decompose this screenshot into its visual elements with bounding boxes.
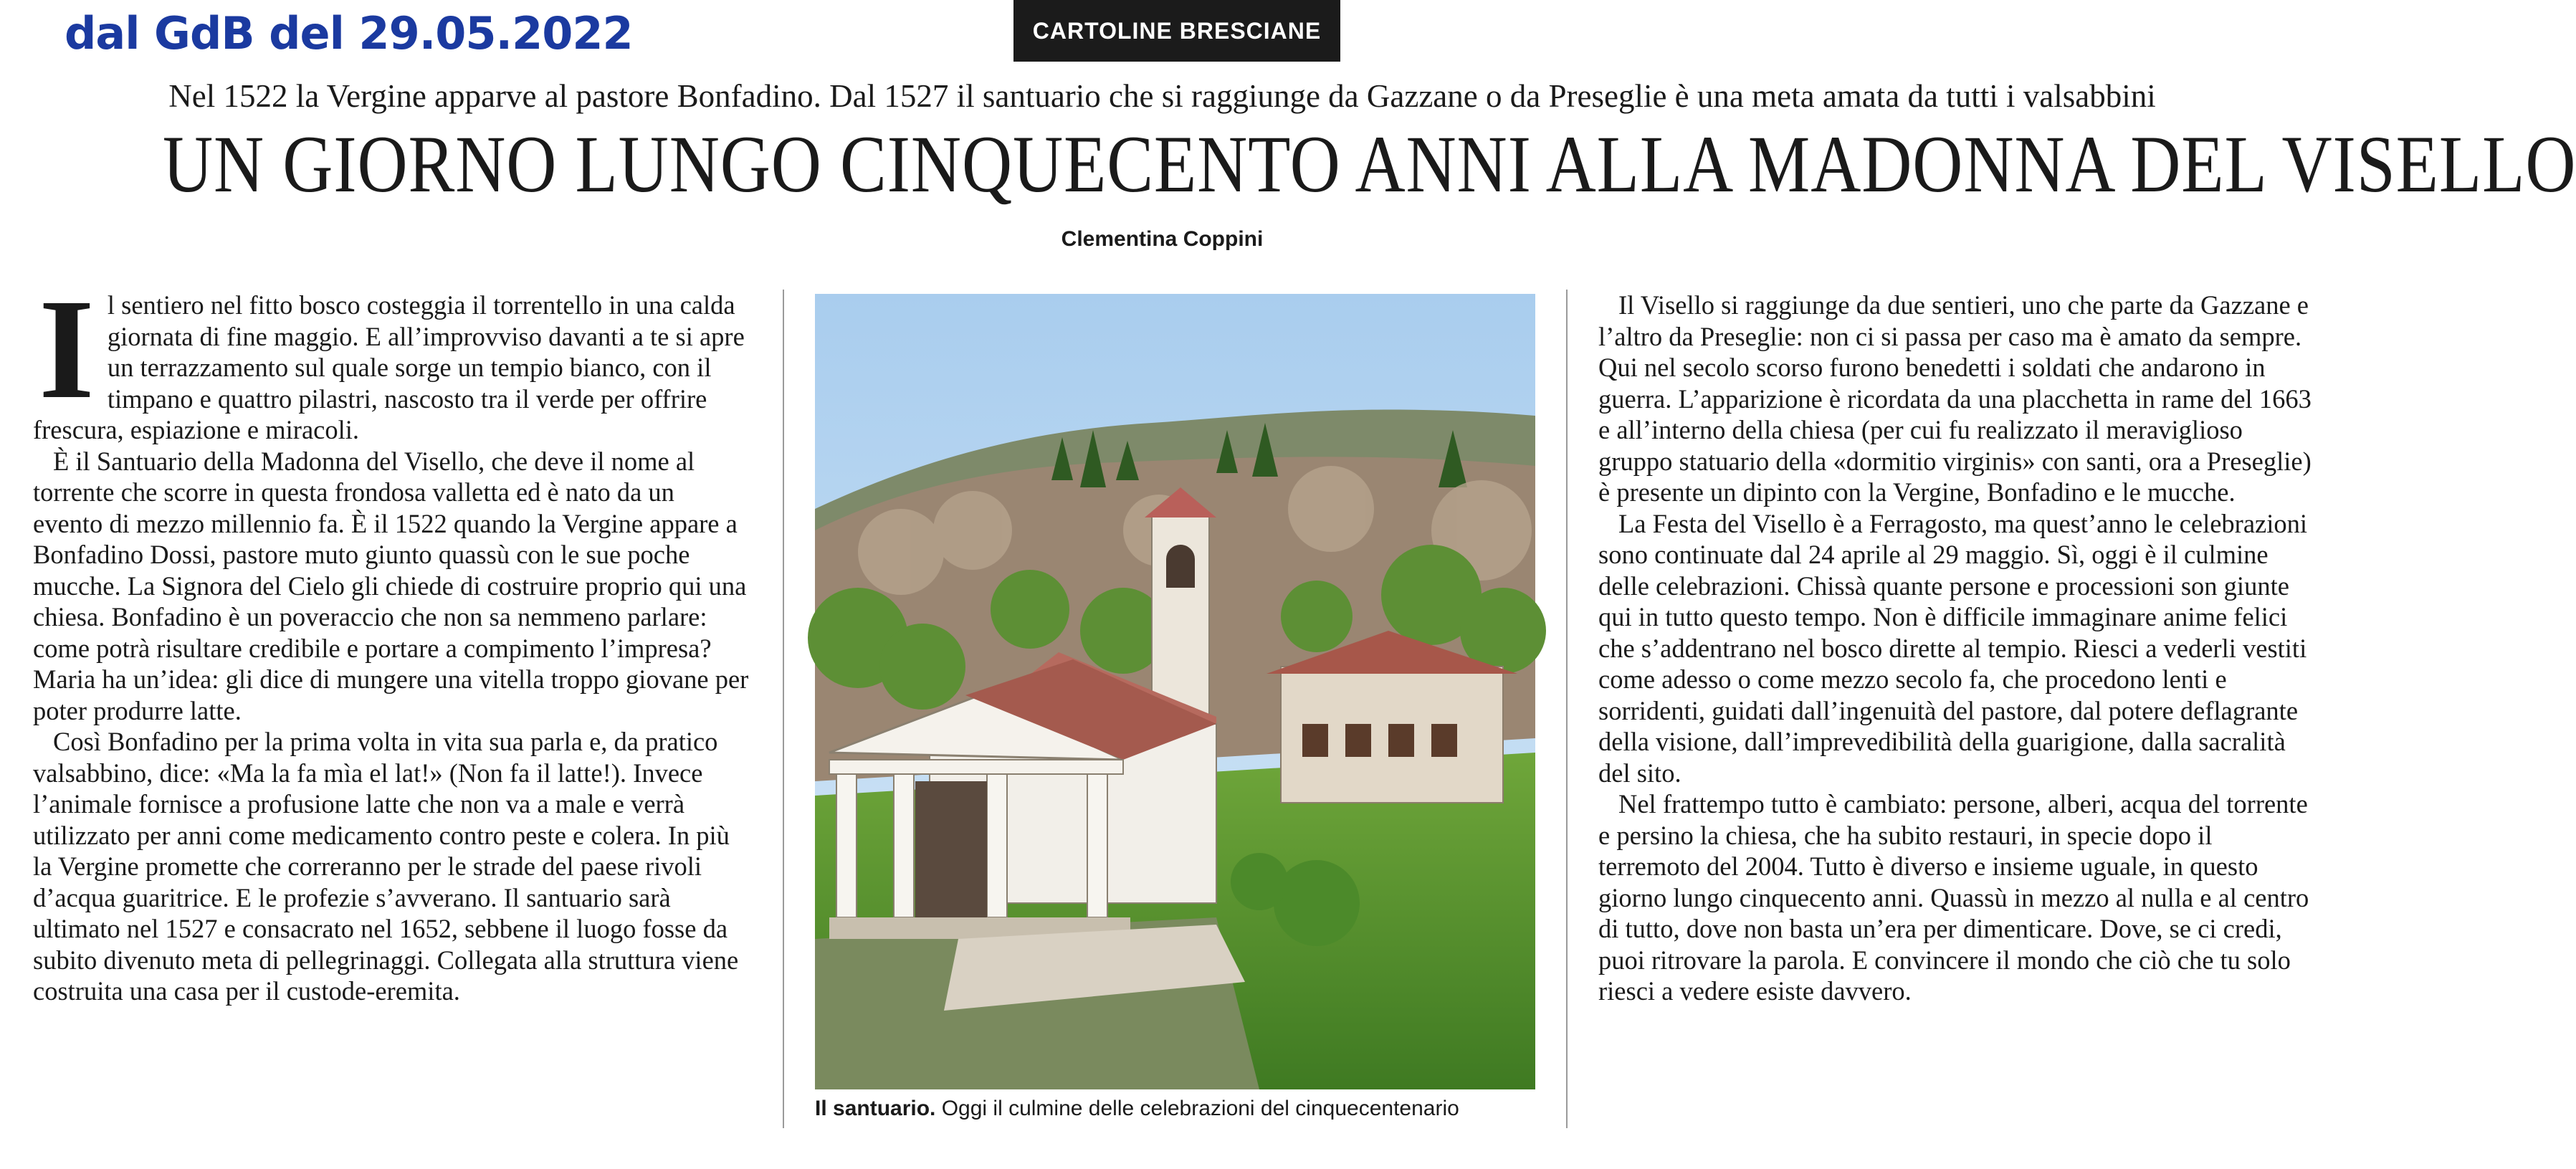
headline: UN GIORNO LUNGO CINQUECENTO ANNI ALLA MADONNA DEL VISELLO [163,120,2576,209]
section-rubric: CARTOLINE BRESCIANE [1013,0,1340,62]
article-column-left [33,270,750,1007]
paragraph [33,270,750,446]
sanctuary-illustration [815,294,1535,1089]
photo-caption [815,1097,1539,1121]
source-note: dal GdB del 29.05.2022 [65,7,633,59]
byline: Clementina Coppini [1061,227,1264,251]
paragraph: Nel frattempo tutto è cambiato: persone, alberi, acqua del torrente e persino la chiesa, che ha subito restauri, in specie dopo il terremoto del 2004. Tutto è diverso e insieme uguale, in questo giorno lungo cinquecento anni. Quassù in mezzo al nulla e al centro di tutto, dove non basta un’era per dimenticare. Dove, se ci credi, puoi ritrovare la parola. E convincere il mondo che ciò che tu solo riesci a vedere esiste davvero. [1598,789,2309,1006]
kicker-subtitle: Nel 1522 la Vergine apparve al pastore Bonfadino. Dal 1527 il santuario che si raggiunge da Gazzane o da Preseglie è una meta amata da tutti i valsabbini [168,78,2156,114]
paragraph: Il Visello si raggiunge da due sentieri, uno che parte da Gazzane e l’altro da Preseglie: non ci si passa per caso ma è amato da sempre. Qui nel secolo scorso furono benedetti i soldati che andarono in guerra. L’apparizione è ricordata da una placchetta in rame del 1663 e all’interno della chiesa (per cui fu realizzato il meraviglioso gruppo statuario della «dormitio virginis» con santi, ora a Preseglie) è presente un dipinto con la Vergine, Bonfadino e le mucche. [1598,290,2312,507]
drop-cap: I [39,270,95,429]
paragraph: È il Santuario della Madonna del Visello, che deve il nome al torrente che scorre in questa frondosa valletta ed è nato da un evento di mezzo millennio fa. È il 1522 quando la Vergine appare a Bonfadino Dossi, pastore muto giunto quassù con le sue poche mucche. La Signora del Cielo gli chiede di costruire proprio qui una chiesa. Bonfadino è un poveraccio che non sa nemmeno parlare: come potrà risultare credibile e portare a compimento l’impresa? Maria ha un’idea: gli dice di mungere una vitella troppo giovane per poter produrre latte. [33,446,749,725]
column-divider [783,290,784,1128]
sanctuary-photo [815,294,1535,1089]
paragraph: La Festa del Visello è a Ferragosto, ma quest’anno le celebrazioni sono continuate dal 24 aprile al 29 maggio. Sì, oggi è il culmine delle celebrazioni. Chissà quante persone e processioni son giunte qui in tutto questo tempo. Non è difficile immaginare anime felici che s’addentrano nel bosco dirette al tempio. Riesci a vederli vestiti come adesso o come mezzo secolo fa, che procedono lenti e sorridenti, guidati dall’ingenuità del pastore, dal potere deflagrante della visione, dall’imprevedibilità della guarigione, dalla sacralità del sito. [1598,508,2308,788]
article-column-right [1598,290,2315,1007]
caption-text: Oggi il culmine delle celebrazioni del cinquecentenario [935,1097,1459,1120]
paragraph-text: l sentiero nel fitto bosco costeggia il torrentello in una calda giornata di fine maggio. E all’improvviso davanti a te si apre un terrazzamento sul quale sorge un tempio bianco, con il timpano e quattro pilastri, nascosto tra il verde per offrire frescura, espiazione e miracoli. [33,290,745,444]
column-divider [1566,290,1568,1128]
caption-lead: Il santuario. [815,1097,936,1120]
paragraph: Così Bonfadino per la prima volta in vita sua parla e, da pratico valsabbino, dice: «Ma la fa mìa el lat!» (Non fa il latte!). Invece l’animale fornisce a profusione latte che non va a male e verrà utilizzato per anni come medicamento contro peste e colera. In più la Vergine promette che correranno per le strade del paese rivoli d’acqua guaritrice. E le profezie s’avverano. Il santuario sarà ultimato nel 1527 e consacrato nel 1652, sebbene il luogo fosse da subito divenuto meta di pellegrinaggi. Collegata alla struttura viene costruita una casa per il custode-eremita. [33,727,739,1006]
